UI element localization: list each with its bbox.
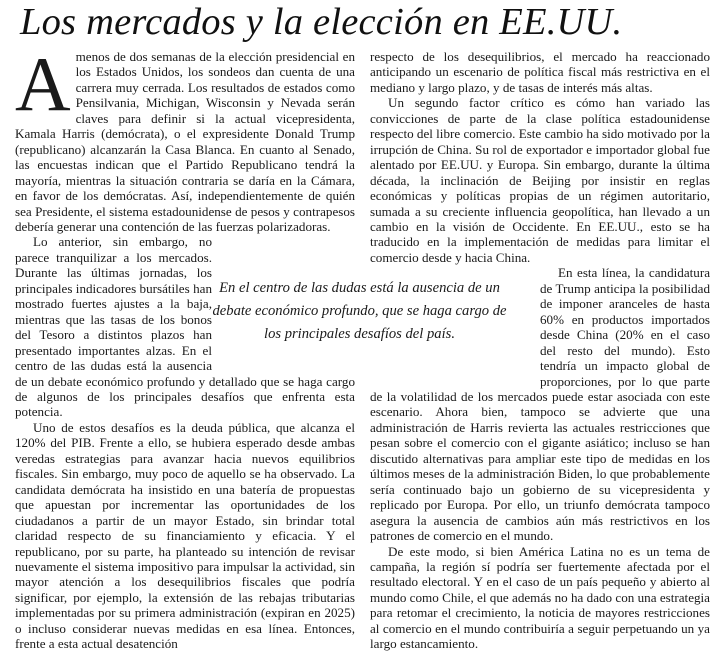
pull-quote: En el centro de las dudas está la ausencia de un debate económico profundo, que se haga cargo de los principales desafíos del país. bbox=[212, 280, 507, 342]
drop-cap: A bbox=[15, 41, 71, 127]
paragraph-4: respecto de los desequilibrios, el mercado ha reaccionado anticipando un escenario de política fiscal más restrictiva en el mediano y largo plazo, y de tasas de interés más altas. bbox=[370, 49, 710, 95]
paragraph-3: Uno de estos desafíos es la deuda pública, que alcanza el 120% del PIB. Frente a ello, se hubiera esperado desde ambas veredas estrategias para avanzar hacia nuevos equilibrios fiscales. Sin embargo, muy poco de aquello se ha observado. La candidata demócrata ha insistido en una batería de propuestas que apuestan por incrementar las oportunidades de los ciudadanos a partir de un mayor Estado, sin brindar total claridad respecto de su financiamiento y eficacia. Y el republicano, por su parte, ha planteado su intención de revisar nuevamente el sistema impositivo para impulsar la actividad, sin mayor atención a los desequilibrios fiscales que podría significar, por ejemplo, la extensión de las rebajas tributarias implementadas por su primera administración (expiran en 2025) o incluso considerar nuevas medidas en esa línea. Entonces, frente a esta actual desatención bbox=[15, 419, 355, 652]
paragraph-2-text: Lo anterior, sin embargo, no parece tranquilizar a los mercados. Durante las últimas jornadas, los principales indicadores bursátiles han mostrado fuertes ajustes a la baja, mientras que las tasas de los bonos del Tesoro a distintos plazos han presentado importantes alzas. En el centro de las dudas está la ausencia de un debate económico profundo y detallado que se haga cargo de algunos de los principales desafíos que enfrenta esta potencia. bbox=[15, 234, 355, 420]
paragraph-1 bbox=[15, 41, 355, 234]
paragraph-1-text: menos de dos semanas de la elección presidencial en los Estados Unidos, los sondeos dan cuenta de una carrera muy cerrada. Los resultados de estados como Pensilvania, Michigan, Wisconsin y Nevada serán claves para definir si la actual vicepresidenta, Kamala Harris (demócrata), o el expresidente Donald Trump (republicano) alcanzarán la Casa Blanca. En cuanto al Senado, las encuestas indican que el Partido Republicano tendrá la mayoría, mientras la situación contraria se daría en la Cámara, en favor de los demócratas. Así, independientemente de quién sea Presidente, el sistema estadounidense de pesos y contrapesos debería generar una contención de las fuerzas polarizadoras. bbox=[15, 49, 355, 234]
paragraph-6-text: En esta línea, la candidatura de Trump anticipa la posibilidad de imponer aranceles de hasta 60% en productos importados desde China (20% en el caso del resto del mundo). Esto tendría un impacto global de proporciones, por lo que parte de la volatilidad de los mercados puede estar asociada con este escenario. Ahora bien, tampoco se advierte que una administración de Harris revierta las actuales restricciones que pesan sobre el comercio con el gigante asiático; incluso se han discutido alternativas para ampliar este tipo de medidas en los últimos meses de la administración Biden, lo que probablemente sería continuado bajo un gobierno de su vicepresidenta y replicado por Europa. Por ello, un triunfo demócrata tampoco asegura la ausencia de cambios aún más restrictivos en los patrones de comercio en el mundo. bbox=[370, 265, 710, 544]
headline: Los mercados y la elección en EE.UU. bbox=[20, 1, 623, 43]
paragraph-7: De este modo, si bien América Latina no es un tema de campaña, la región sí podría ser fuertemente afectada por el resultado electoral. Y en el caso de un país pequeño y abierto al mundo como Chile, el que además no ha dado con una estrategia para retomar el crecimiento, la noticia de mayores restricciones al comercio en el mundo contribuiría a seguir perpetuando un ya largo estancamiento. bbox=[370, 543, 710, 652]
column-left bbox=[15, 41, 355, 652]
paragraph-5: Un segundo factor crítico es cómo han variado las convicciones de parte de la clase política estadounidense respecto del libre comercio. Este cambio ha sido motivado por la irrupción de China. Su rol de exportador e importador global fue alentado por EE.UU. y Europa. Sin embargo, durante la última década, la inclinación de Beijing por insistir en reglas económicas y políticas propias de un régimen autoritario, sumada a su creciente influencia geopolítica, han llevado a un cambio en la visión de Occidente. En EE.UU., esto se ha traducido en la implementación de medidas para limitar el comercio desde y hacia China. bbox=[370, 95, 710, 265]
column-right bbox=[370, 49, 710, 652]
